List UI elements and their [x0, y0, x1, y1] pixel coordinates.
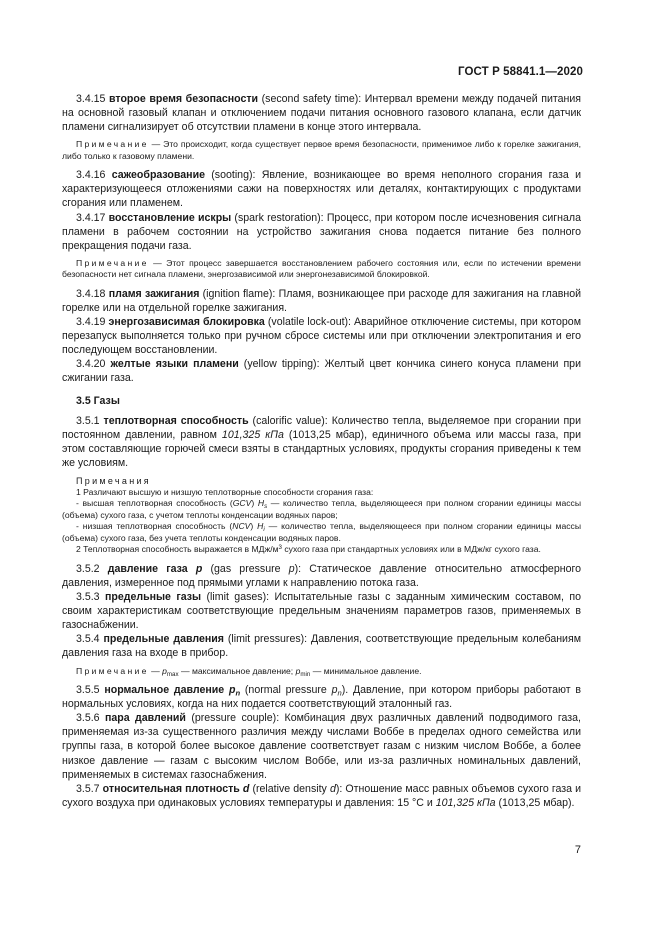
text-run: max	[166, 670, 179, 678]
text-run: —	[148, 665, 163, 676]
term: желтые языки пламени	[110, 358, 239, 371]
definition-paragraph	[62, 632, 581, 660]
note-label: Примечание	[76, 665, 149, 676]
term: сажеобразование	[111, 169, 205, 182]
text-run: — Это происходит, когда существует первое время безопасности, применимое либо к горелке зажигания, либо только к газовому пламени.	[62, 139, 581, 161]
term: энергозависимая блокировка	[108, 316, 265, 329]
text-run: (gas pressure	[202, 562, 289, 575]
text-run: 3.5.5	[76, 684, 105, 697]
text-run: (limit pressures): Давления, соответствующие предельным колебаниям давления газа на входе в прибор.	[62, 633, 581, 660]
term: давление газа	[107, 562, 196, 575]
term: восстановление искры	[108, 211, 232, 224]
text-run: (calorific value): Количество тепла, выделяемое при сгорании при постоянном давлении, равном	[62, 414, 581, 441]
notes-block	[62, 475, 581, 556]
definition-paragraph	[62, 357, 581, 385]
term: предельные газы	[104, 591, 202, 604]
definition-paragraph	[62, 168, 581, 210]
text-run: )	[251, 498, 258, 509]
definition-paragraph	[62, 590, 581, 632]
term: пара давлений	[104, 712, 186, 725]
text-run: (1013,25 мбар).	[495, 796, 575, 809]
document-code: ГОСТ Р 58841.1—2020	[458, 66, 583, 78]
text-run: (volatile lock-out): Аварийное отключение системы, при котором перезапуск выполняется только при ручном сбросе системы или при отключении электропитания и его последующем восстановлении.	[62, 316, 581, 357]
text-run: 3	[278, 544, 282, 552]
text-run: 3.5.4	[76, 633, 104, 646]
page-body	[62, 92, 581, 810]
text-run: 3.5.1	[76, 414, 104, 427]
notes-heading	[62, 475, 581, 487]
text-run: — максимальное давление;	[178, 665, 296, 676]
definition-paragraph	[62, 287, 581, 315]
text-run: (normal pressure	[240, 684, 332, 697]
text-run: (1013,25 мбар), единичного объема или массы газа, при этом составляющие горючей смеси взяты в стандартных условиях, продукты сгорания приведены к тем же условиям.	[62, 428, 581, 469]
text-run: 3.4.19	[76, 316, 109, 329]
text-run: 3.4.20	[76, 358, 111, 371]
term: нормальное давление	[104, 684, 229, 697]
text-run: 3.5.2	[76, 562, 108, 575]
text-run: s	[264, 503, 268, 511]
text-run: 3.4.15	[76, 93, 110, 105]
text-run: 3.4.17	[76, 211, 109, 224]
note-item	[62, 487, 581, 499]
definition-paragraph	[62, 683, 581, 711]
term: пламя зажигания	[108, 287, 200, 300]
text-run: p	[331, 684, 338, 697]
notes-label: Примечания	[76, 475, 151, 486]
text-run: 1 Различают высшую и низшую теплотворные способности сгорания газа:	[76, 486, 374, 497]
text-run: ): Статическое давление относительно атмосферного давления, измеренное под прямыми углами к направлению потока газа.	[62, 562, 581, 589]
text-run: (sooting): Явление, возникающее во время неполного сгорания газа и характеризующееся отложениями сажи на поверхностях или деталях, контактирующих с продуктами сгорания или пламенем.	[62, 169, 581, 210]
text-run: — минимальное давление.	[310, 665, 422, 676]
text-run: p	[288, 562, 295, 575]
text-run: (ignition flame): Пламя, возникающее при расходе для зажигания на главной горелке или на отдельной горелке зажигания.	[62, 287, 581, 314]
definition-paragraph	[62, 211, 581, 253]
text-run: 3.5 Газы	[76, 394, 120, 407]
text-run: H	[257, 521, 264, 532]
definition-paragraph	[62, 414, 581, 470]
term: предельные давления	[103, 633, 224, 646]
page-number: 7	[574, 844, 581, 856]
term: относительная плотность	[102, 782, 243, 795]
text-run: 3.5.7	[76, 782, 103, 795]
text-run: n	[235, 688, 241, 698]
note-item	[62, 521, 581, 544]
text-run: (spark restoration): Процесс, при котором после исчезновения сигнала пламени в рабочем состоянии на устройство зажигания снова подается питание без полного прекращения подачи газа.	[62, 211, 581, 252]
text-run: p	[295, 665, 301, 676]
text-run: p	[162, 665, 167, 676]
text-run: NCV	[232, 521, 251, 532]
definition-paragraph	[62, 315, 581, 357]
text-run: ). Давление, при котором приборы работают в нормальных условиях, когда на них подается соответствующий эталонный газ.	[62, 684, 581, 711]
text-run: i	[263, 526, 265, 534]
text-run: сухого газа при стандартных условиях или в МДж/кг сухого газа.	[281, 544, 541, 555]
text-run: 3.4.16	[76, 169, 112, 182]
text-run: 3.5.6	[76, 712, 105, 725]
text-run: GCV	[232, 498, 252, 509]
section-heading	[62, 394, 581, 408]
term: p	[228, 684, 236, 697]
note-label: Примечание	[76, 139, 149, 150]
text-run: - высшая теплотворная способность (	[76, 498, 233, 509]
text-run: (relative density	[249, 782, 330, 795]
text-run: (second safety time): Интервал времени между подачей питания на основной газовый клапан и отключением подачи питания основного газового клапана, если датчик пламени сигнализирует об отсутствии пламени в конце этого интервала.	[62, 93, 581, 134]
text-run: d	[329, 782, 336, 795]
text-run: )	[250, 521, 258, 532]
text-run: 101,325 кПа	[435, 796, 496, 809]
text-run: H	[257, 498, 265, 509]
text-run: 101,325 кПа	[221, 428, 284, 441]
text-run: 2 Теплотворная способность выражается в МДж/м	[76, 544, 279, 555]
term: d	[242, 782, 250, 795]
text-run: n	[337, 688, 342, 698]
term: теплотворная способность	[103, 414, 249, 427]
text-run: 3.4.18	[76, 287, 109, 300]
text-run: (pressure couple): Комбинация двух различных давлений подводимого газа, применяемая из-за существенного различия между числами Воббе в пределах одного семейства или группы газа, в которой более высокое давление соответствует газам с низким числом Воббе, а более низкое давление — газам с высоким числом Воббе, или из-за различных номинальных давлений, применяемых в системах газоснабжения.	[62, 712, 581, 781]
definition-paragraph	[62, 92, 581, 134]
text-run: ): Отношение масс равных объемов сухого газа и сухого воздуха при одинаковых условиях температуры и давления: 15 °C и	[62, 782, 582, 809]
note-item	[62, 544, 581, 556]
note-label: Примечание	[76, 257, 149, 268]
text-run: — Этот процесс завершается восстановлением рабочего состояния или, если по истечении времени безопасности нет сигнала пламени, энергозависимой или энергонезависимой блокировкой.	[62, 257, 581, 280]
note	[62, 139, 581, 162]
text-run: - низшая теплотворная способность (	[76, 521, 233, 532]
text-run: (yellow tipping): Желтый цвет кончика синего конуса пламени при сжигании газа.	[62, 358, 581, 385]
definition-paragraph	[62, 711, 581, 781]
text-run: — количество тепла, выделяющееся при полном сгорании единицы массы (объема) сухого газа, с учетом теплоты конденсации водяных паров;	[62, 498, 581, 520]
note	[62, 258, 581, 281]
note-item	[62, 498, 581, 521]
text-run: — количество тепла, выделяющееся при полном сгорании единицы массы (объема) сухого газа, без учета теплоты конденсации водяных паров.	[62, 521, 581, 543]
text-run: min	[300, 670, 311, 678]
note	[62, 666, 581, 678]
term: второе время безопасности	[109, 93, 259, 105]
term: p	[195, 562, 203, 575]
text-run: 3.5.3	[76, 591, 105, 604]
text-run: (limit gases): Испытательные газы с заданным химическим составом, по своим характеристикам соответствующие предельным значениям параметров газов, применяемых в газоснабжении.	[62, 591, 581, 632]
definition-paragraph	[62, 562, 581, 590]
definition-paragraph	[62, 782, 581, 810]
